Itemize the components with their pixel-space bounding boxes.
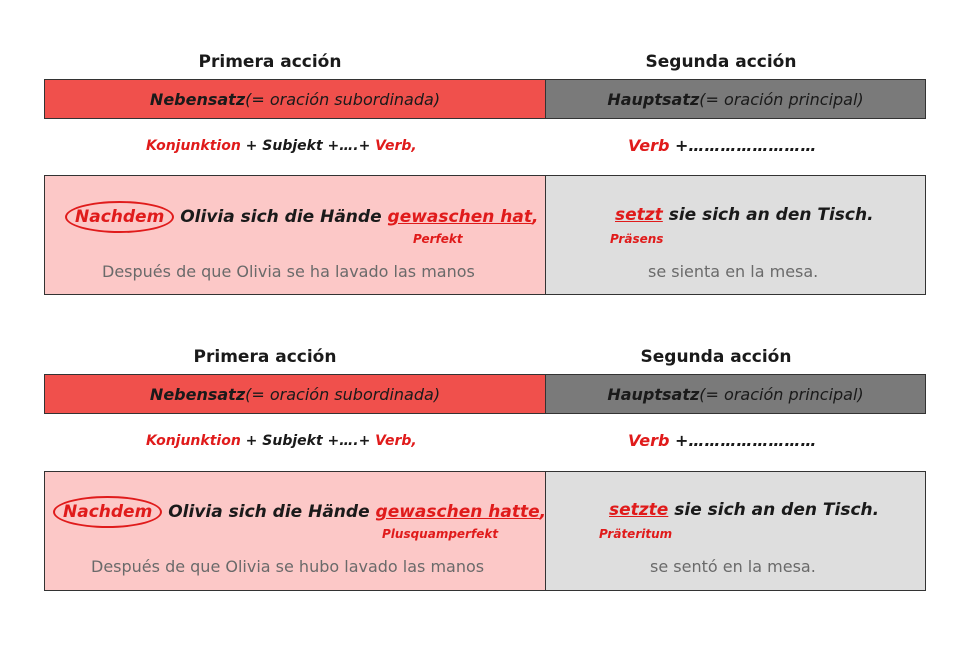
conjunction-highlight: Nachdem	[65, 201, 174, 233]
header-segunda-accion: Segunda acción	[640, 347, 792, 367]
hauptsatz-label: Hauptsatz (= oración principal)	[546, 375, 925, 413]
tense-label-praesens: Präsens	[610, 232, 664, 246]
grammar-block-2	[0, 295, 961, 595]
example-box	[44, 471, 926, 591]
formula-subordinate: Konjunktion + Subjekt +….+ Verb,	[146, 138, 417, 154]
formula-main: Verb +……………………	[628, 431, 817, 450]
example-subordinate	[45, 176, 546, 294]
main-sentence: setzt sie sich an den Tisch.	[615, 205, 874, 225]
subordinate-sentence: Nachdem Olivia sich die Hände gewaschen hat,	[75, 201, 538, 233]
nebensatz-label: Nebensatz (= oración subordinada)	[45, 80, 546, 118]
translation-main: se sienta en la mesa.	[648, 262, 819, 281]
example-subordinate	[45, 472, 546, 590]
header-primera-accion: Primera acción	[193, 347, 337, 367]
clause-type-band	[44, 79, 926, 119]
translation-subordinate: Después de que Olivia se ha lavado las manos	[102, 262, 475, 281]
grammar-block-1	[0, 0, 961, 300]
tense-label-plusquamperfekt: Plusquamperfekt	[382, 527, 499, 541]
translation-subordinate: Después de que Olivia se hubo lavado las manos	[91, 557, 485, 576]
tense-label-praeteritum: Präteritum	[599, 527, 673, 541]
conjunction-highlight: Nachdem	[53, 496, 162, 528]
formula-subordinate: Konjunktion + Subjekt +….+ Verb,	[146, 433, 417, 449]
example-box	[44, 175, 926, 295]
main-sentence: setzte sie sich an den Tisch.	[609, 500, 880, 520]
example-main	[546, 176, 925, 294]
tense-label-perfekt: Perfekt	[413, 232, 463, 246]
formula-main: Verb +……………………	[628, 136, 817, 155]
nebensatz-label: Nebensatz (= oración subordinada)	[45, 375, 546, 413]
header-primera-accion: Primera acción	[198, 52, 342, 72]
example-main	[546, 472, 925, 590]
hauptsatz-label: Hauptsatz (= oración principal)	[546, 80, 925, 118]
header-segunda-accion: Segunda acción	[645, 52, 797, 72]
clause-type-band	[44, 374, 926, 414]
translation-main: se sentó en la mesa.	[650, 557, 816, 576]
subordinate-sentence: Nachdem Olivia sich die Hände gewaschen hatte,	[63, 496, 546, 528]
